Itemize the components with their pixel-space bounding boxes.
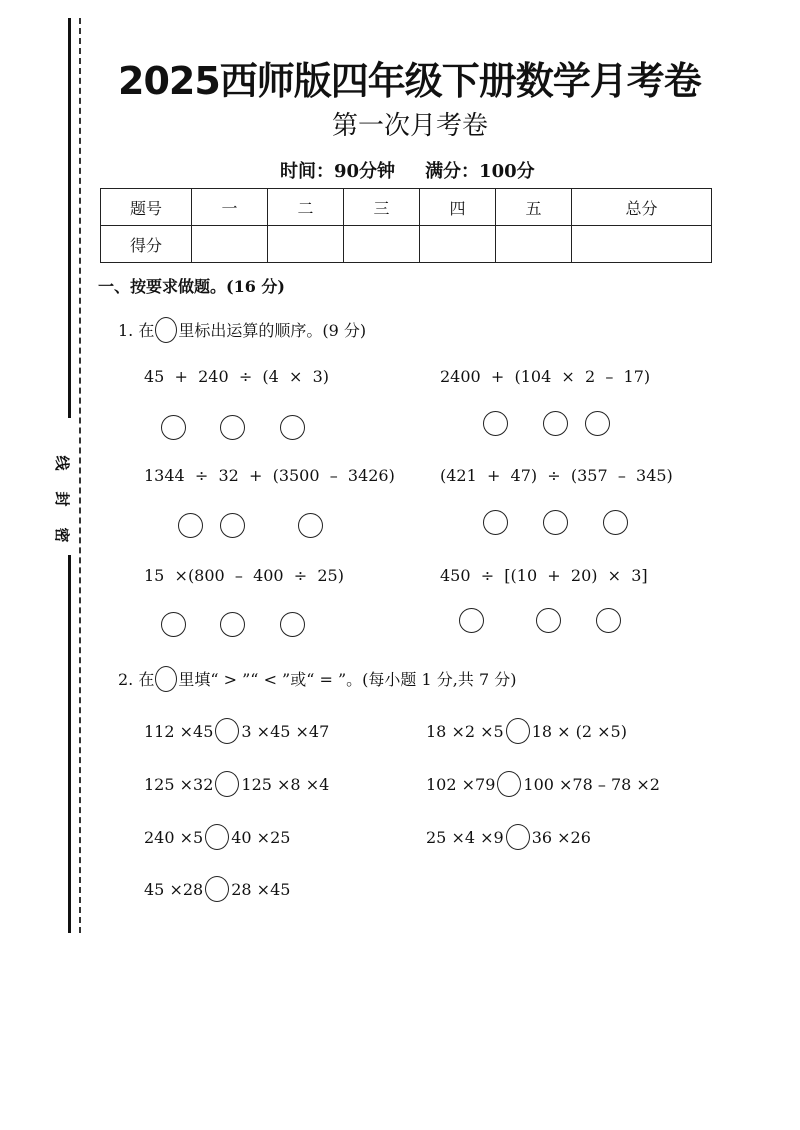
section-title: 一、按要求做题。(16 分) [98, 277, 285, 296]
comparison-left: 112 ×45 [144, 721, 214, 741]
circle-icon [155, 317, 177, 343]
binding-char: 密 [53, 527, 71, 543]
table-cell: 三 [344, 189, 420, 226]
answer-circle[interactable] [220, 612, 245, 637]
comparison-left: 25 ×4 ×9 [426, 827, 504, 847]
comparison-item [426, 718, 627, 744]
page-title: 2025西师版四年级下册数学月考卷 [118, 59, 701, 103]
question-text: 里标出运算的顺序。(9 分) [178, 321, 367, 340]
answer-circle[interactable] [596, 608, 621, 633]
comparison-item [426, 771, 660, 797]
answer-circle[interactable] [205, 876, 229, 902]
comparison-left: 240 ×5 [144, 827, 204, 847]
comparison-item [144, 876, 290, 902]
comparison-right: 18 × (2 ×5) [531, 721, 627, 741]
table-cell: 一 [192, 189, 268, 226]
answer-circle[interactable] [506, 718, 530, 744]
exam-meta [280, 157, 535, 183]
binding-dashed-line [79, 18, 81, 933]
comparison-right: 28 ×45 [231, 879, 291, 899]
full-score: 满分：100分 [425, 161, 535, 182]
question-text: 2. 在 [118, 670, 155, 689]
comparison-left: 102 ×79 [426, 774, 496, 794]
answer-circle[interactable] [483, 510, 508, 535]
answer-circle[interactable] [497, 771, 521, 797]
answer-circle[interactable] [220, 513, 245, 538]
question-1-heading [118, 318, 366, 343]
table-row [101, 189, 712, 226]
expression: 1344 ÷ 32 + (3500 – 3426) [144, 466, 395, 485]
question-text: 里填“ > ”“ < ”或“ = ”。(每小题 1 分,共 7 分) [178, 670, 517, 689]
answer-circle[interactable] [543, 411, 568, 436]
table-cell: 二 [268, 189, 344, 226]
comparison-right: 125 ×8 ×4 [241, 774, 330, 794]
expression: 45 + 240 ÷ (4 × 3) [144, 367, 329, 386]
comparison-right: 36 ×26 [531, 827, 591, 847]
table-cell: 五 [496, 189, 572, 226]
answer-circle[interactable] [506, 824, 530, 850]
table-cell: 总分 [572, 189, 712, 226]
answer-circle[interactable] [536, 608, 561, 633]
expression: (421 + 47) ÷ (357 – 345) [440, 466, 673, 485]
answer-circle[interactable] [178, 513, 203, 538]
answer-circle[interactable] [280, 612, 305, 637]
binding-char: 线 [53, 455, 71, 471]
comparison-left: 125 ×32 [144, 774, 214, 794]
binding-line-top [68, 18, 71, 418]
comparison-right: 40 ×25 [231, 827, 291, 847]
comparison-left: 45 ×28 [144, 879, 204, 899]
answer-circle[interactable] [543, 510, 568, 535]
binding-char: 封 [53, 491, 71, 507]
expression: 15 ×(800 – 400 ÷ 25) [144, 566, 344, 585]
table-cell: 四 [420, 189, 496, 226]
comparison-item [144, 824, 290, 850]
circle-icon [155, 666, 177, 692]
answer-circle[interactable] [585, 411, 610, 436]
answer-circle[interactable] [161, 612, 186, 637]
comparison-item [426, 824, 591, 850]
score-input-cell[interactable] [572, 226, 712, 263]
binding-line-bottom [68, 555, 71, 933]
answer-circle[interactable] [215, 718, 239, 744]
answer-circle[interactable] [215, 771, 239, 797]
question-2-heading [118, 667, 516, 692]
expression: 2400 + (104 × 2 – 17) [440, 367, 651, 386]
score-input-cell[interactable] [496, 226, 572, 263]
table-row [101, 226, 712, 263]
answer-circle[interactable] [220, 415, 245, 440]
score-input-cell[interactable] [192, 226, 268, 263]
score-input-cell[interactable] [344, 226, 420, 263]
comparison-right: 3 ×45 ×47 [241, 721, 330, 741]
comparison-left: 18 ×2 ×5 [426, 721, 504, 741]
table-cell: 题号 [101, 189, 192, 226]
answer-circle[interactable] [205, 824, 229, 850]
answer-circle[interactable] [280, 415, 305, 440]
binding-label [52, 445, 72, 553]
answer-circle[interactable] [298, 513, 323, 538]
answer-circle[interactable] [161, 415, 186, 440]
question-text: 1. 在 [118, 321, 155, 340]
score-table [100, 188, 712, 263]
score-input-cell[interactable] [268, 226, 344, 263]
answer-circle[interactable] [459, 608, 484, 633]
comparison-item [144, 718, 329, 744]
time-limit: 时间：90分钟 [280, 161, 396, 182]
score-input-cell[interactable] [420, 226, 496, 263]
expression: 450 ÷ [(10 + 20) × 3] [440, 566, 648, 585]
table-cell: 得分 [101, 226, 192, 263]
answer-circle[interactable] [483, 411, 508, 436]
page-subtitle: 第一次月考卷 [331, 111, 488, 141]
comparison-right: 100 ×78 – 78 ×2 [523, 774, 660, 794]
answer-circle[interactable] [603, 510, 628, 535]
comparison-item [144, 771, 329, 797]
